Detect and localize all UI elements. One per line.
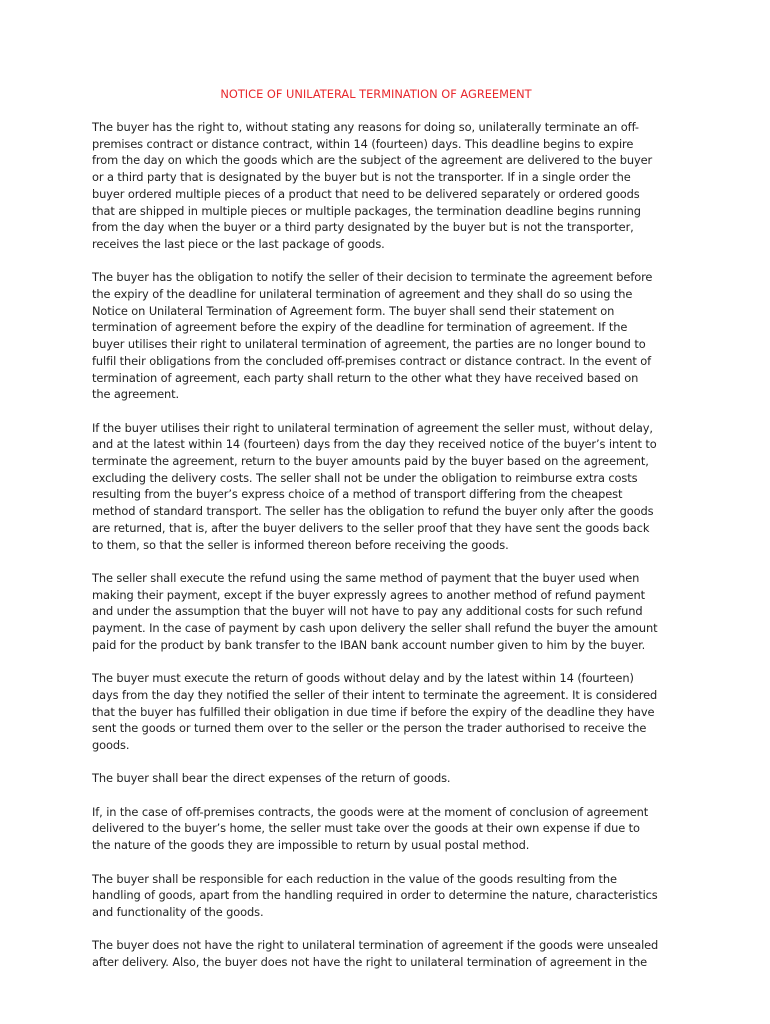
paragraph-unsealed-goods: The buyer does not have the right to unilateral termination of agreement if the goods were unsealed after delivery. Also, the buyer does not have the right to unilateral termination of agreement in the: [92, 938, 659, 970]
paragraph-obligation-to-notify: The buyer has the obligation to notify the seller of their decision to terminate the agreement before the expiry of the deadline for unilateral termination of agreement and they shall do so using the Notice on Unilateral Termination of Agreement form. The buyer shall send their statement on termination of agreement before the expiry of the deadline for termination of agreement. If the buyer utilises their right to unilateral termination of agreement, the parties are no longer bound to fulfil their obligations from the concluded off-premises contract or distance contract. In the event of termination of agreement, each party shall return to the other what they have received based on the agreement.: [92, 270, 653, 402]
paragraph-seller-refund-deadline: If the buyer utilises their right to unilateral termination of agreement the seller must, without delay, and at the latest within 14 (fourteen) days from the day they received notice of the buyer’s intent to terminate the agreement, return to the buyer amounts paid by the buyer based on the agreement, excluding the delivery costs. The seller shall not be under the obligation to reimburse extra costs resulting from the buyer’s express choice of a method of transport differing from the cheapest method of standard transport. The seller has the obligation to refund the buyer only after the goods are returned, that is, after the buyer delivers to the seller proof that they have sent the goods back to them, so that the seller is informed thereon before receiving the goods.: [92, 420, 657, 552]
paragraph-off-premises-goods: If, in the case of off-premises contracts, the goods were at the moment of conclusion of agreement delivered to the buyer’s home, the seller must take over the goods at their own expense if due to the nature of the goods they are impossible to return by usual postal method.: [92, 804, 649, 853]
document-title: NOTICE OF UNILATERAL TERMINATION OF AGREEMENT: [220, 87, 532, 101]
paragraph-right-to-terminate: The buyer has the right to, without stating any reasons for doing so, unilaterally terminate an off-premises contract or distance contract, within 14 (fourteen) days. This deadline begins to expire from the day on which the goods which are the subject of the agreement are delivered to the buyer or a third party that is designated by the buyer but is not the transporter. If in a single order the buyer ordered multiple pieces of a product that need to be delivered separately or ordered goods that are shipped in multiple pieces or multiple packages, the termination deadline begins running from the day when the buyer or a third party designated by the buyer but is not the transporter, receives the last piece or the last package of goods.: [92, 120, 653, 251]
paragraph-value-reduction: The buyer shall be responsible for each reduction in the value of the goods resulting from the handling of goods, apart from the handling required in order to determine the nature, characteristics and functionality of the goods.: [92, 871, 658, 919]
paragraph-refund-method: The seller shall execute the refund using the same method of payment that the buyer used when making their payment, except if the buyer expressly agrees to another method of refund payment and under the assumption that the buyer will not have to pay any additional costs for such refund payment. In the case of payment by cash upon delivery the seller shall refund the buyer the amount paid for the product by bank transfer to the IBAN bank account number given to him by the buyer.: [92, 570, 658, 652]
paragraph-return-expenses: The buyer shall bear the direct expenses of the return of goods.: [92, 771, 451, 786]
paragraph-return-of-goods: The buyer must execute the return of goods without delay and by the latest within 14 (fourteen) days from the day they notified the seller of their intent to terminate the agreement. It is considered that the buyer has fulfilled their obligation in due time if before the expiry of the deadline they have sent the goods or turned them over to the seller or the person the trader authorised to receive the goods.: [92, 671, 658, 752]
